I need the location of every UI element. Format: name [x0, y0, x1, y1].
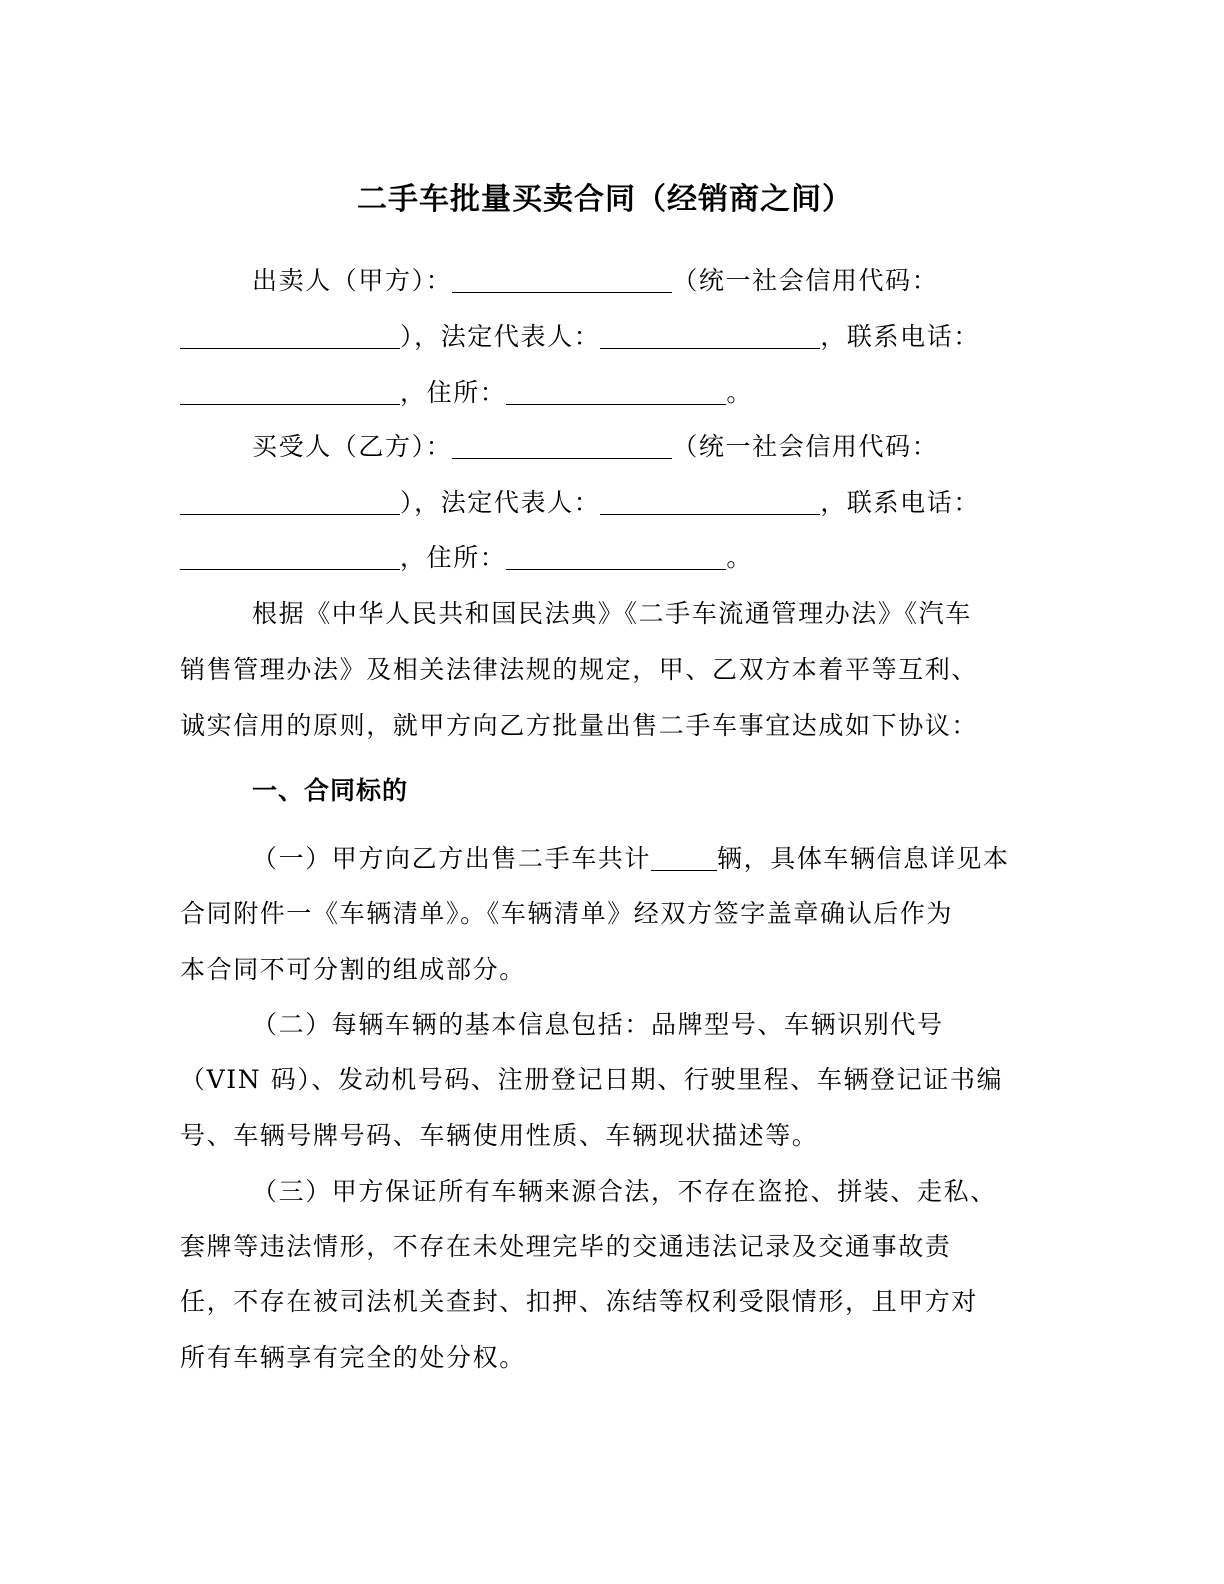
buyer-label: 买受人（乙方）： [252, 432, 453, 461]
buyer-legal-rep-label: ），法定代表人： [400, 488, 601, 517]
clause-2-line-1: （二）每辆车辆的基本信息包括：品牌型号、车辆识别代号 [252, 1010, 944, 1039]
clause-2-line-3: 号、车辆号牌号码、车辆使用性质、车辆现状描述等。 [180, 1121, 819, 1150]
seller-line-3 [180, 376, 1030, 410]
buyer-credit-code-label: （统一社会信用代码： [672, 432, 939, 461]
contract-page [180, 0, 1030, 1584]
seller-phone-label: ，联系电话： [820, 322, 980, 351]
clause-1-text-b: 辆，具体车辆信息详见本 [717, 844, 1010, 873]
seller-line-2 [180, 320, 1030, 354]
clause-1-line-2: 合同附件一《车辆清单》。《车辆清单》经双方签字盖章确认后作为 [180, 899, 954, 928]
vehicle-count-blank[interactable] [651, 844, 717, 871]
clause-3-line-2: 套牌等违法情形，不存在未处理完毕的交通违法记录及交通事故责 [180, 1232, 952, 1261]
seller-line-1 [180, 264, 1030, 298]
clause-1-line-1 [180, 842, 1030, 876]
seller-credit-code-label: （统一社会信用代码： [672, 266, 939, 295]
seller-address-blank[interactable] [506, 378, 726, 405]
clause-1-line-3: 本合同不可分割的组成部分。 [180, 955, 526, 984]
buyer-address-blank[interactable] [506, 543, 726, 570]
preamble-line-2: 销售管理办法》及相关法律法规的规定，甲、乙双方本着平等互利、 [180, 655, 979, 684]
clause-3-line-4: 所有车辆享有完全的处分权。 [180, 1343, 526, 1372]
buyer-line-end: 。 [726, 543, 754, 572]
buyer-line-1 [180, 430, 1030, 464]
buyer-line-3 [180, 541, 1030, 575]
buyer-legal-rep-blank[interactable] [600, 488, 820, 515]
preamble-line-1: 根据《中华人民共和国民法典》《二手车流通管理办法》《汽车 [252, 599, 972, 628]
seller-address-label: ，住所： [400, 378, 507, 407]
clause-1-text-a: （一）甲方向乙方出售二手车共计 [252, 844, 652, 873]
clause-3-line-3: 任，不存在被司法机关查封、扣押、冻结等权利受限情形，且甲方对 [180, 1287, 979, 1316]
preamble-line-3: 诚实信用的原则，就甲方向乙方批量出售二手车事宜达成如下协议： [180, 711, 979, 740]
section-heading: 一、合同标的 [252, 776, 409, 805]
buyer-credit-code-blank[interactable] [180, 488, 400, 515]
buyer-phone-blank[interactable] [180, 543, 400, 570]
buyer-name-blank[interactable] [452, 432, 672, 459]
document-title: 二手车批量买卖合同（经销商之间） [357, 182, 853, 217]
clause-2-line-2: （VIN 码）、发动机号码、注册登记日期、行驶里程、车辆登记证书编 [180, 1065, 1004, 1094]
seller-line-end: 。 [726, 378, 754, 407]
buyer-address-label: ，住所： [400, 543, 507, 572]
seller-legal-rep-blank[interactable] [600, 322, 820, 349]
clause-3-line-1: （三）甲方保证所有车辆来源合法，不存在盗抢、拼装、走私、 [252, 1177, 997, 1206]
buyer-phone-label: ，联系电话： [820, 488, 980, 517]
seller-legal-rep-label: ），法定代表人： [400, 322, 601, 351]
buyer-line-2 [180, 486, 1030, 520]
seller-label: 出卖人（甲方）： [252, 266, 453, 295]
seller-name-blank[interactable] [452, 266, 672, 293]
seller-credit-code-blank[interactable] [180, 322, 400, 349]
seller-phone-blank[interactable] [180, 378, 400, 405]
